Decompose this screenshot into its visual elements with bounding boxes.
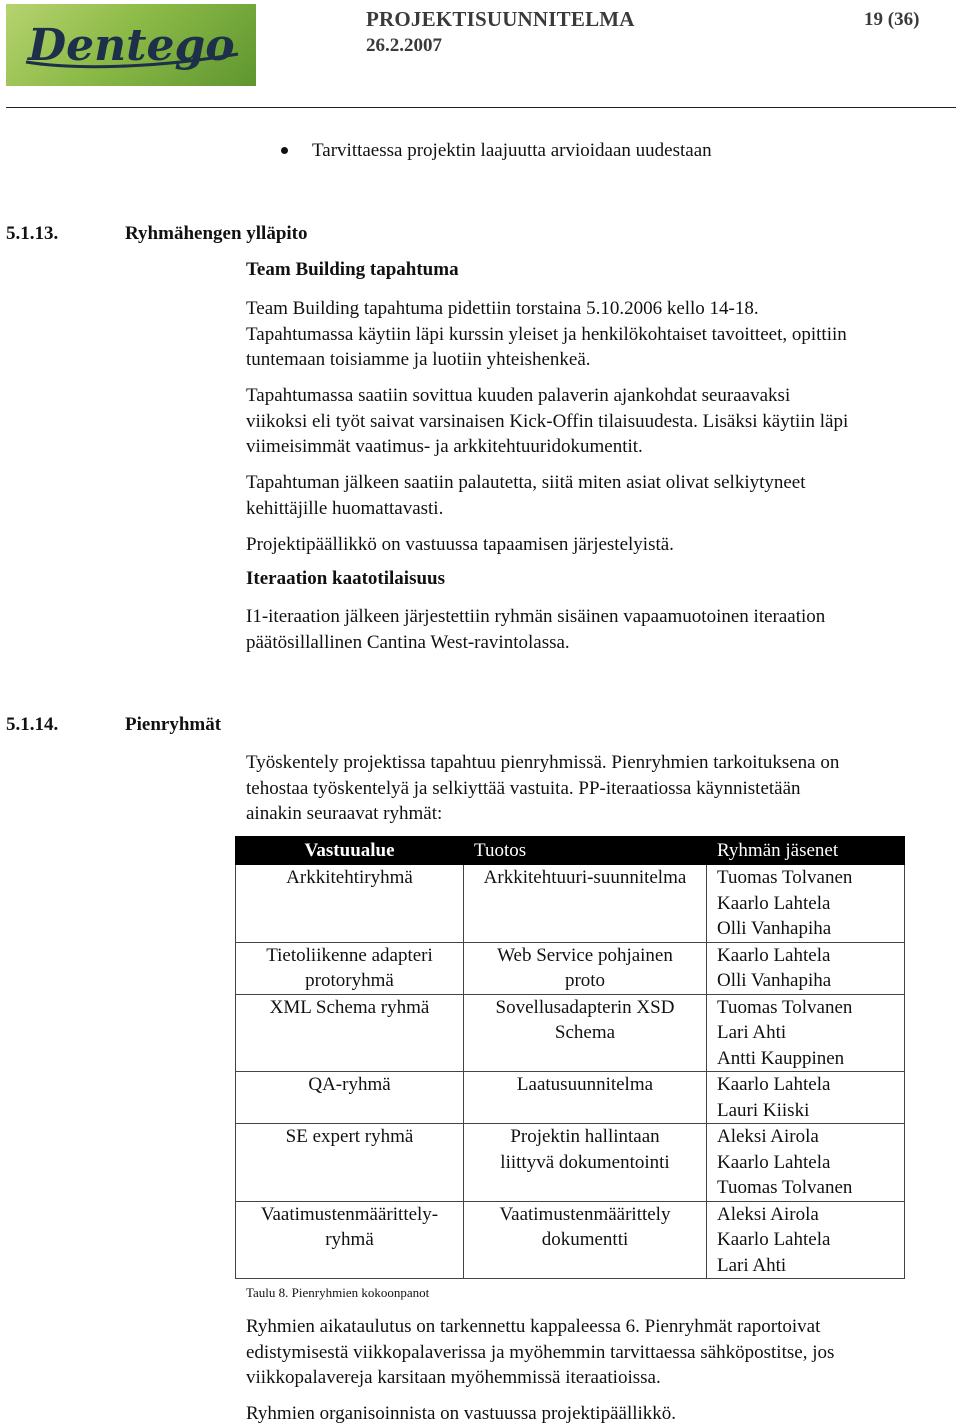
subheading-team-building: Team Building tapahtuma [246, 259, 459, 280]
logo-wordmark [6, 4, 256, 86]
cell-line: Kaarlo Lahtela [717, 1074, 831, 1095]
cell-line: Vaatimustenmäärittely [499, 1203, 671, 1225]
cell-output [464, 994, 707, 1072]
cell-output [464, 942, 707, 994]
paragraph: Työskentely projektissa tapahtuu pienryhmissä. Pienryhmien tarkoituksena on tehostaa työskentelyä ja selkiyttää vastuita. PP-iteraatiossa käynnistetään ainakin seuraavat ryhmät: [246, 752, 840, 824]
cell-line: Laatusuunnitelma [516, 1074, 654, 1095]
cell-area [236, 1072, 464, 1124]
paragraph: Projektipäällikkö on vastuussa tapaamisen järjestelyistä. [246, 534, 674, 555]
cell-line: XML Schema ryhmä [269, 996, 430, 1018]
header-divider [6, 107, 956, 108]
svg-text:Dentego: Dentego [28, 20, 235, 71]
table-header-row [236, 837, 905, 865]
cell-line: Kaarlo Lahtela [717, 892, 831, 914]
table-row [236, 1124, 905, 1202]
section-title: Pienryhmät [125, 714, 222, 735]
cell-line: Tuomas Tolvanen [717, 1177, 853, 1198]
table-caption: Taulu 8. Pienryhmien kokoonpanot [246, 1285, 430, 1300]
cell-line: Lari Ahti [717, 1254, 787, 1276]
cell-line: dokumentti [541, 1229, 629, 1250]
cell-area [236, 994, 464, 1072]
table-row [236, 994, 905, 1072]
column-header: Tuotos [464, 837, 707, 865]
cell-line: Aleksi Airola [717, 1126, 819, 1147]
cell-line: ryhmä [325, 1229, 374, 1250]
cell-line: Antti Kauppinen [717, 1047, 845, 1069]
cell-line: Kaarlo Lahtela [717, 1229, 831, 1250]
cell-line: Kaarlo Lahtela [717, 944, 831, 966]
table-row [236, 942, 905, 994]
paragraph: I1-iteraation jälkeen järjestettiin ryhmän sisäinen vapaamuotoinen iteraation päätösillallinen Cantina West-ravintolassa. [246, 606, 826, 653]
cell-line: Tietoliikenne adapteri [266, 944, 433, 966]
section-number: 5.1.13. [6, 223, 59, 244]
cell-area [236, 1201, 464, 1279]
cell-line: proto [564, 970, 606, 991]
cell-line: Kaarlo Lahtela [717, 1151, 831, 1173]
cell-line: Arkkitehtiryhmä [286, 867, 413, 888]
bullet-item: Tarvittaessa projektin laajuutta arvioidaan uudestaan [312, 140, 712, 161]
cell-line: Sovellusadapterin XSD [495, 996, 675, 1018]
table-row [236, 865, 905, 943]
cell-line: Web Service pohjainen [497, 944, 673, 966]
document-date: 26.2.2007 [366, 35, 442, 56]
cell-output [464, 1201, 707, 1279]
cell-line: SE expert ryhmä [285, 1126, 414, 1147]
cell-area [236, 1124, 464, 1202]
cell-area [236, 942, 464, 994]
bullet-icon [281, 147, 288, 154]
cell-line: Projektin hallintaan [510, 1126, 660, 1147]
groups-table [235, 836, 905, 1279]
table-row [236, 1201, 905, 1279]
cell-line: Schema [554, 1022, 616, 1043]
column-header: Vastuualue [236, 837, 464, 865]
cell-members [707, 994, 905, 1072]
section-title: Ryhmähengen ylläpito [125, 223, 308, 244]
cell-line: Arkkitehtuuri-suunnitelma [483, 867, 687, 888]
cell-line: Tuomas Tolvanen [717, 996, 853, 1018]
cell-line: QA-ryhmä [308, 1074, 391, 1095]
paragraph: Tapahtumassa saatiin sovittua kuuden palaverin ajankohdat seuraavaksi viikoksi eli työt saivat varsinaisen Kick-Offin tilaisuudesta. Lisäksi käytiin läpi viimeisimmät vaatimus- ja arkkitehtuuridokumentit. [246, 385, 849, 457]
cell-line: Aleksi Airola [717, 1203, 819, 1225]
cell-line: Lauri Kiiski [717, 1099, 810, 1121]
cell-line: Tuomas Tolvanen [717, 867, 853, 888]
cell-output [464, 865, 707, 943]
section-number: 5.1.14. [6, 714, 59, 735]
paragraph: Ryhmien organisoinnista on vastuussa projektipäällikkö. [246, 1403, 677, 1424]
dentego-logo [6, 4, 256, 86]
column-header: Ryhmän jäsenet [707, 837, 905, 865]
cell-line: protoryhmä [305, 970, 394, 991]
subheading-iteration: Iteraation kaatotilaisuus [246, 568, 445, 589]
cell-output [464, 1124, 707, 1202]
cell-members [707, 942, 905, 994]
cell-line: Olli Vanhapiha [717, 970, 832, 991]
cell-area [236, 865, 464, 943]
paragraph: Ryhmien aikataulutus on tarkennettu kappaleessa 6. Pienryhmät raportoivat edistymisestä viikkopalaverissa ja myöhemmin tarvittaessa sähköpostitse, jos viikkopalavereja karsitaan myöhemmissä iteraatioissa. [246, 1316, 835, 1388]
paragraph: Tapahtuman jälkeen saatiin palautetta, siitä miten asiat olivat selkiytyneet kehittäjille huomattavasti. [246, 472, 806, 519]
cell-line: liittyvä dokumentointi [500, 1151, 670, 1173]
paragraph: Team Building tapahtuma pidettiin torstaina 5.10.2006 kello 14-18. Tapahtumassa käytiin läpi kurssin yleiset ja henkilökohtaiset tavoitteet, opittiin tuntemaan toisiamme ja luotiin yhteishenkeä. [246, 298, 847, 370]
document-title: PROJEKTISUUNNITELMA [366, 7, 635, 31]
cell-line: Lari Ahti [717, 1022, 787, 1043]
cell-members [707, 865, 905, 943]
cell-members [707, 1201, 905, 1279]
cell-line: Olli Vanhapiha [717, 918, 832, 939]
cell-members [707, 1124, 905, 1202]
page-number: 19 (36) [864, 9, 920, 30]
cell-output [464, 1072, 707, 1124]
table-row [236, 1072, 905, 1124]
cell-members [707, 1072, 905, 1124]
cell-line: Vaatimustenmäärittely- [260, 1203, 439, 1225]
